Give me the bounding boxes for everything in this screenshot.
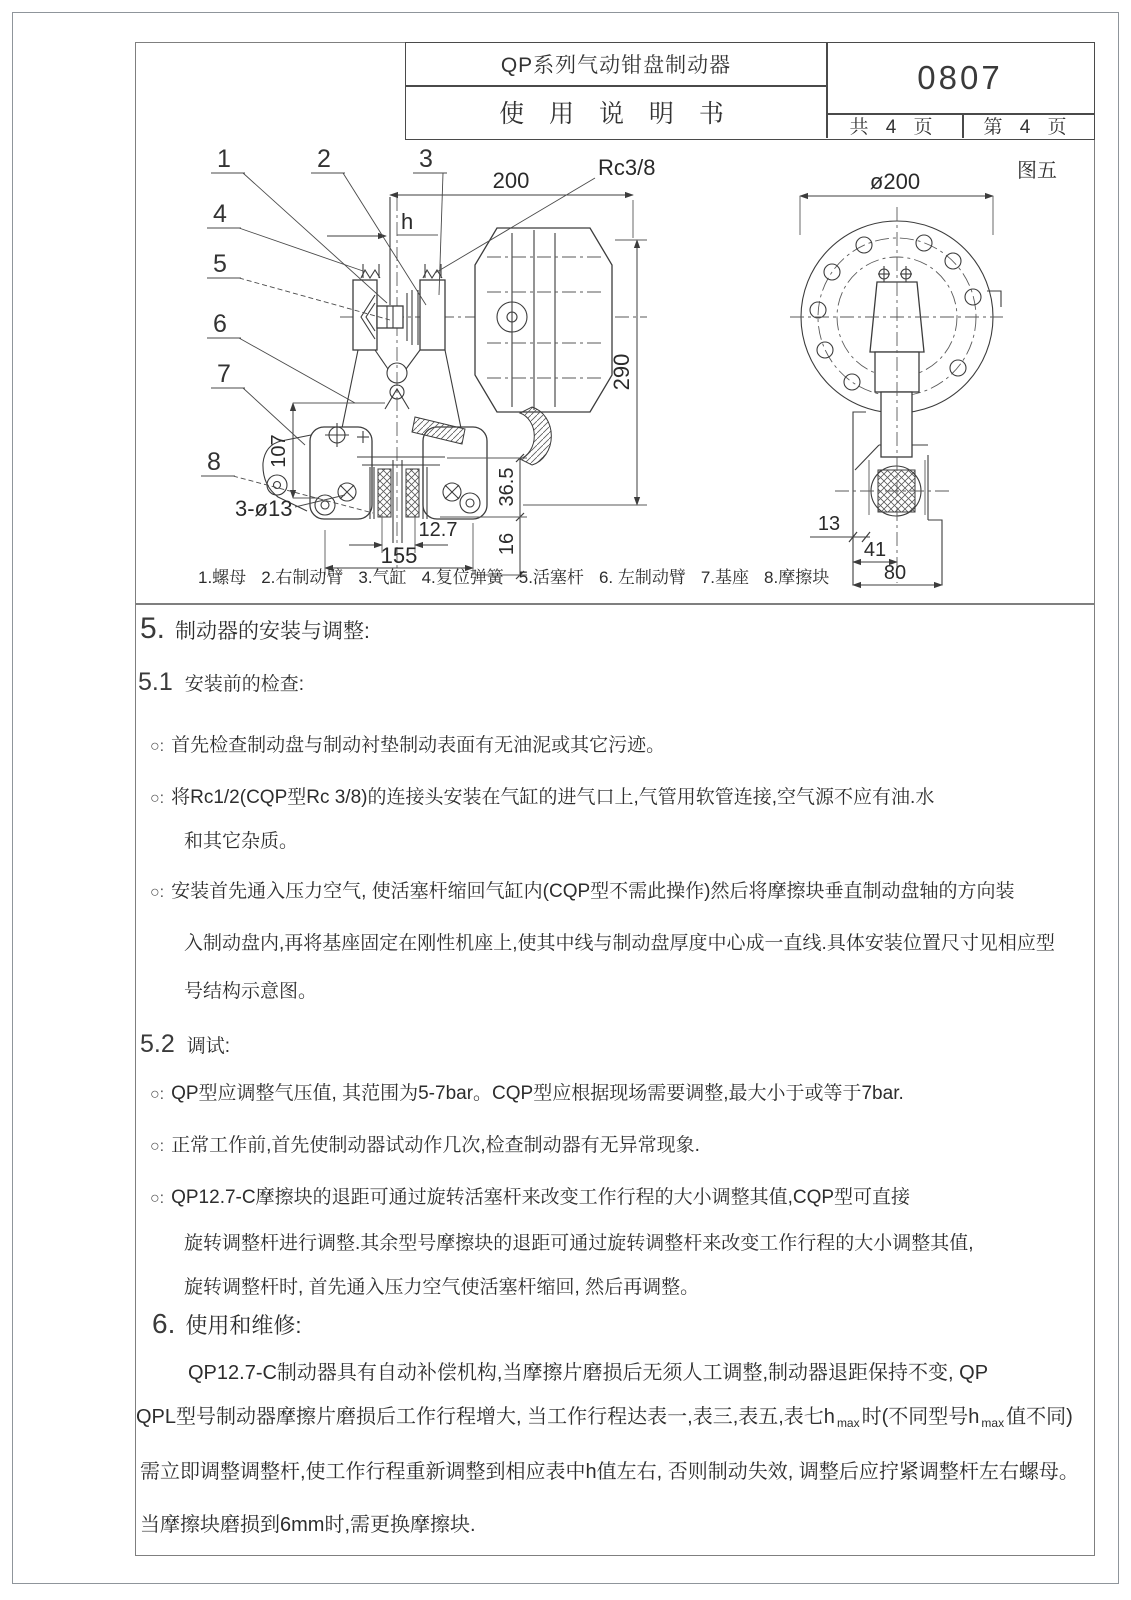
callout-8: 8 xyxy=(207,448,221,476)
legend-item: 5.活塞杆 xyxy=(518,568,584,587)
check-item-2-cont: 和其它杂质。 xyxy=(184,831,299,852)
figure-text-divider xyxy=(135,603,1095,605)
total-pages: 共 4 页 xyxy=(849,117,939,138)
product-title: QP系列气动钳盘制动器 xyxy=(500,54,732,77)
dim-155: 155 xyxy=(380,543,418,568)
debug-item-3-cont: 旋转调整杆进行调整.其余型号摩擦块的退距可通过旋转调整杆来改变工作行程的大小调整其值, xyxy=(184,1233,974,1254)
figure-five-drawing xyxy=(135,145,1095,600)
section-5-2-number: 5.2 xyxy=(140,1030,175,1058)
dim-36-5: 36.5 xyxy=(496,467,518,507)
maintenance-text: 需立即调整调整杆,使工作行程重新调整到相应表中h值左右, 否则制动失效, 调整后应拧紧调整杆左右螺母。 xyxy=(140,1461,1079,1483)
bullet-circle-icon: ○: xyxy=(150,884,165,901)
maintenance-text: 当摩擦块磨损到6mm时,需更换摩擦块. xyxy=(140,1514,476,1536)
dim-107: 107 xyxy=(268,434,290,468)
dim-13: 13 xyxy=(817,513,841,535)
debug-item-1: ○: QP型应调整气压值, 其范围为5-7bar。CQP型应根据现场需要调整,最大小于或等于7bar. xyxy=(150,1083,904,1104)
check-item-3: ○: 安装首先通入压力空气, 使活塞杆缩回气缸内(CQP型不需此操作)然后将摩擦块垂直制动盘轴的方向装 xyxy=(150,881,1015,902)
current-page: 第 4 页 xyxy=(983,117,1073,138)
bullet-circle-icon: ○: xyxy=(150,1086,165,1103)
port-label: Rc3/8 xyxy=(598,155,656,180)
legend-item: 7.基座 xyxy=(700,568,750,587)
callout-6: 6 xyxy=(213,310,227,338)
dim-290: 290 xyxy=(609,353,634,391)
section-6-number: 6. xyxy=(152,1308,176,1339)
callout-4: 4 xyxy=(213,200,227,228)
dim-80: 80 xyxy=(883,562,907,584)
dim-12-7: 12.7 xyxy=(418,519,458,541)
h-max-subscript: max xyxy=(981,1416,1005,1430)
callout-3: 3 xyxy=(419,145,433,173)
debug-item-3: ○: QP12.7-C摩擦块的退距可通过旋转活塞杆来改变工作行程的大小调整其值,CQP型可直接 xyxy=(150,1187,911,1208)
section-6-heading xyxy=(152,1308,301,1340)
bullet-circle-icon: ○: xyxy=(150,1138,165,1155)
doc-title: 使 用 说 明 书 xyxy=(499,99,733,128)
check-item-1: ○: 首先检查制动盘与制动衬垫制动表面有无油泥或其它污迹。 xyxy=(150,735,666,756)
legend-item: 6. 左制动臂 xyxy=(598,568,686,587)
section-5-title: 制动器的安装与调整: xyxy=(175,620,370,643)
figure-label: 图五 xyxy=(1017,160,1057,182)
right-view xyxy=(790,159,1057,585)
section-5-2-title: 调试: xyxy=(186,1036,231,1057)
legend-item: 2.右制动臂 xyxy=(261,568,344,587)
check-item-3-cont: 号结构示意图。 xyxy=(184,981,318,1002)
callout-2: 2 xyxy=(317,145,331,173)
check-item-3-cont: 入制动盘内,再将基座固定在刚性机座上,使其中线与制动盘厚度中心成一直线.具体安装位置尺寸见相应型 xyxy=(184,933,1055,954)
dim-200: 200 xyxy=(492,168,530,193)
dim-h: h xyxy=(401,209,414,234)
bullet-circle-icon: ○: xyxy=(150,1190,165,1207)
section-5-1-number: 5.1 xyxy=(138,668,173,696)
section-5-1-title: 安装前的检查: xyxy=(184,674,305,695)
section-5-1-heading xyxy=(138,668,304,697)
left-view xyxy=(201,145,655,579)
debug-item-2: ○: 正常工作前,首先使制动器试动作几次,检查制动器有无异常现象. xyxy=(150,1135,700,1156)
figure-legend xyxy=(198,563,838,588)
callout-1: 1 xyxy=(217,145,231,173)
maintenance-text: QP12.7-C制动器具有自动补偿机构,当摩擦片磨损后无须人工调整,制动器退距保持不变, QP xyxy=(188,1362,989,1384)
callout-5: 5 xyxy=(213,250,227,278)
legend-item: 1.螺母 xyxy=(198,568,247,587)
debug-item-3-cont: 旋转调整杆时, 首先通入压力空气使活塞杆缩回, 然后再调整。 xyxy=(184,1277,700,1298)
h-max-subscript: max xyxy=(836,1416,860,1430)
title-block xyxy=(405,42,1095,140)
section-6-title: 使用和维修: xyxy=(185,1313,302,1338)
dim-3-d13: 3-ø13 xyxy=(235,496,293,521)
bullet-circle-icon: ○: xyxy=(150,738,165,755)
legend-item: 8.摩擦块 xyxy=(764,568,830,587)
maintenance-text: QPL型号制动器摩擦片磨损后工作行程增大, 当工作行程达表一,表三,表五,表七h $_{max}$ 时(不同型号h $_{max}$ 值不同) xyxy=(136,1406,1073,1430)
legend-item: 3.气缸 xyxy=(358,568,407,587)
section-5-heading xyxy=(140,612,370,646)
check-item-2: ○: 将Rc1/2(CQP型Rc 3/8)的连接头安装在气缸的进气口上,气管用软管连接,空气源不应有油.水 xyxy=(150,787,935,808)
bullet-circle-icon: ○: xyxy=(150,790,165,807)
dim-41: 41 xyxy=(863,539,887,561)
dim-dia-200: ø200 xyxy=(869,169,921,194)
legend-item: 4.复位弹簧 xyxy=(421,568,504,587)
dim-16: 16 xyxy=(496,532,518,556)
section-5-number: 5. xyxy=(140,612,166,645)
doc-number: 0807 xyxy=(917,59,1003,96)
section-5-2-heading xyxy=(140,1030,230,1059)
callout-7: 7 xyxy=(217,360,231,388)
